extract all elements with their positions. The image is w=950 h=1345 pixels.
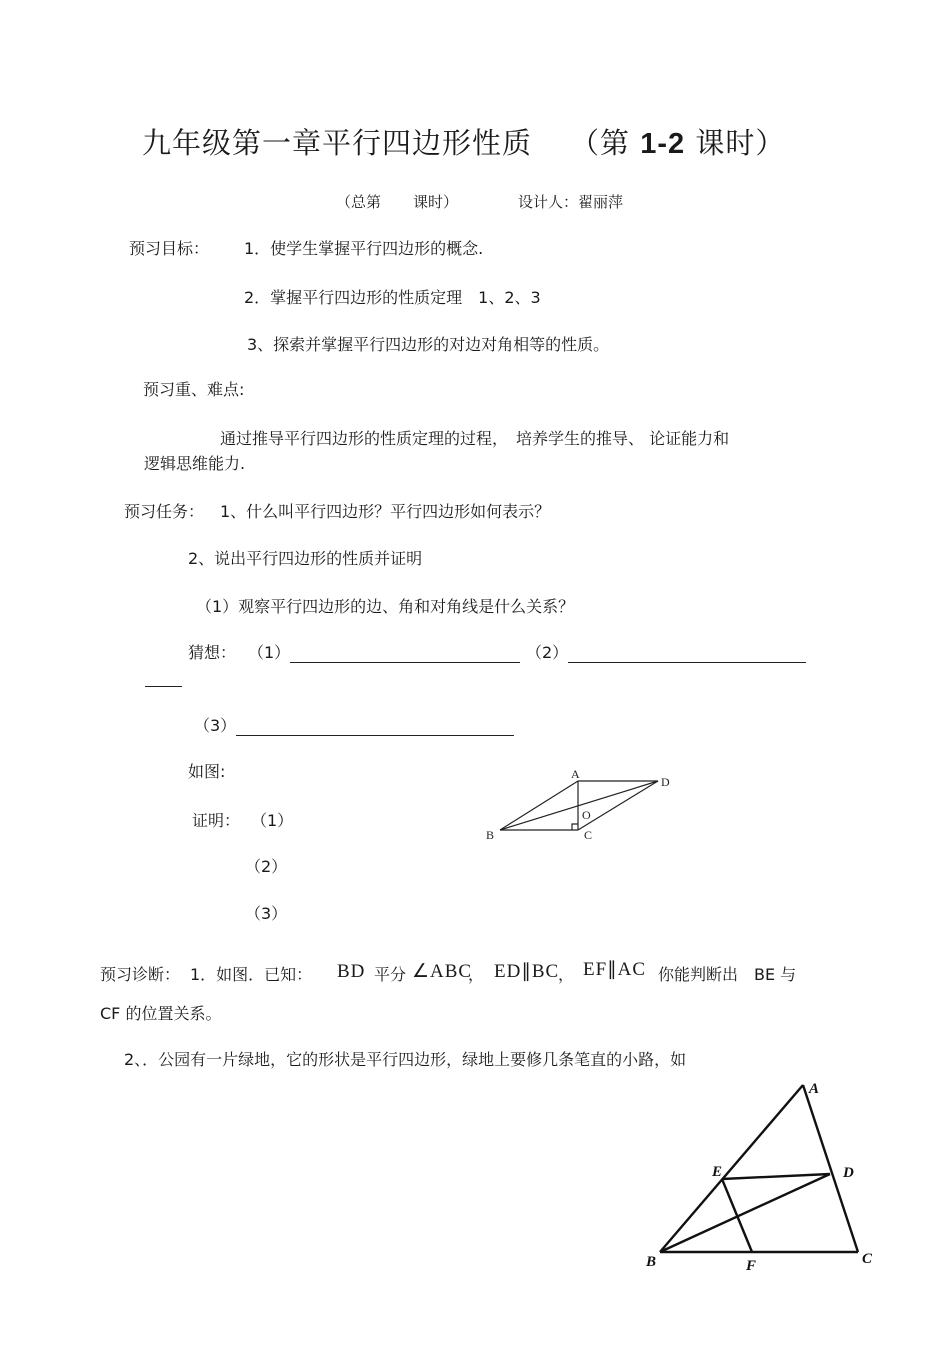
figure-label: 如图:	[188, 762, 226, 781]
vertex-label-a: A	[809, 1081, 820, 1097]
tasks-label: 预习任务：	[124, 502, 205, 521]
vertex-label-f: F	[746, 1258, 757, 1274]
math-ed-parallel-bc: ED∥BC	[494, 961, 560, 982]
key-points-line2: 逻辑思维能力.	[144, 454, 246, 473]
diagnosis-q1-ask: 你能判断出 BE 与	[658, 965, 797, 984]
subtitle-designer: 设计人：翟丽萍	[518, 193, 624, 211]
objectives-label: 预习目标：	[129, 239, 210, 258]
diagnosis-label: 预习诊断：	[100, 965, 181, 984]
comma-2: ，	[558, 965, 575, 984]
proof-3: （3）	[245, 904, 288, 923]
guess-1-number: （1）	[248, 643, 291, 662]
side-ba	[660, 1085, 803, 1252]
segment-bd	[660, 1174, 830, 1252]
task-2: 2、说出平行四边形的性质并证明	[188, 549, 423, 568]
diagonal-bd	[500, 781, 658, 830]
page-title	[142, 126, 785, 161]
guess-label: 猜想：	[188, 643, 237, 662]
guess-2-blank	[568, 662, 806, 663]
vertex-label-c: C	[862, 1251, 873, 1267]
guess-3-blank	[236, 735, 514, 736]
objective-item: 2．掌握平行四边形的性质定理 1、2、3	[244, 288, 541, 307]
title-paren-close: 课时）	[695, 126, 786, 160]
diagnosis-q1-intro: 1．如图．已知：	[190, 965, 313, 984]
triangle-figure	[640, 1075, 880, 1275]
diagnosis-q2: 2、．公园有一片绿地，它的形状是平行四边形，绿地上要修几条笔直的小路，如	[124, 1050, 687, 1069]
vertex-label-d: D	[661, 775, 670, 789]
title-lesson-number: 1-2	[640, 128, 686, 160]
objective-item: 1．使学生掌握平行四边形的概念.	[244, 239, 484, 258]
math-bd: BD	[337, 961, 366, 982]
observe-question: （1）观察平行四边形的边、角和对角线是什么关系？	[196, 597, 575, 616]
guess-3-number: （3）	[194, 716, 237, 735]
task-1: 1、什么叫平行四边形？平行四边形如何表示？	[220, 502, 551, 521]
segment-ef	[722, 1179, 752, 1252]
side-ab	[500, 781, 578, 830]
title-main: 九年级第一章平行四边形性质	[142, 126, 533, 160]
proof-2: （2）	[245, 857, 288, 876]
parallelogram-figure	[480, 765, 680, 845]
bisect-text: 平分	[374, 965, 407, 984]
guess-1-blank	[290, 662, 520, 663]
vertex-label-e: E	[712, 1164, 723, 1180]
vertex-label-b: B	[486, 828, 495, 842]
subtitle-lesson: 课时）	[413, 193, 459, 211]
vertex-label-d: D	[843, 1165, 854, 1181]
vertex-label-o: O	[582, 808, 591, 822]
right-angle-mark	[572, 824, 578, 830]
side-dc	[578, 781, 658, 830]
diagnosis-q1-line2: CF 的位置关系。	[100, 1004, 222, 1023]
comma-1: ，	[468, 965, 485, 984]
proof-label: 证明：	[192, 811, 241, 830]
math-ef-parallel-ac: EF∥AC	[583, 959, 647, 980]
key-points-line1: 通过推导平行四边形的性质定理的过程， 培养学生的推导、 论证能力和	[220, 429, 730, 448]
subtitle-total: （总第	[336, 193, 382, 211]
segment-ed	[722, 1174, 830, 1179]
vertex-label-a: A	[571, 767, 580, 781]
math-angle-abc: ∠ABC	[412, 961, 473, 982]
key-points-label: 预习重、难点:	[143, 380, 245, 399]
vertex-label-c: C	[584, 828, 593, 842]
guess-2-blank-continued	[145, 686, 182, 687]
guess-2-number: （2）	[526, 643, 569, 662]
objective-item: 3、探索并掌握平行四边形的对边对角相等的性质。	[247, 335, 610, 354]
proof-1: （1）	[251, 811, 294, 830]
title-paren-open: （第	[570, 126, 631, 160]
vertex-label-b: B	[646, 1254, 657, 1270]
